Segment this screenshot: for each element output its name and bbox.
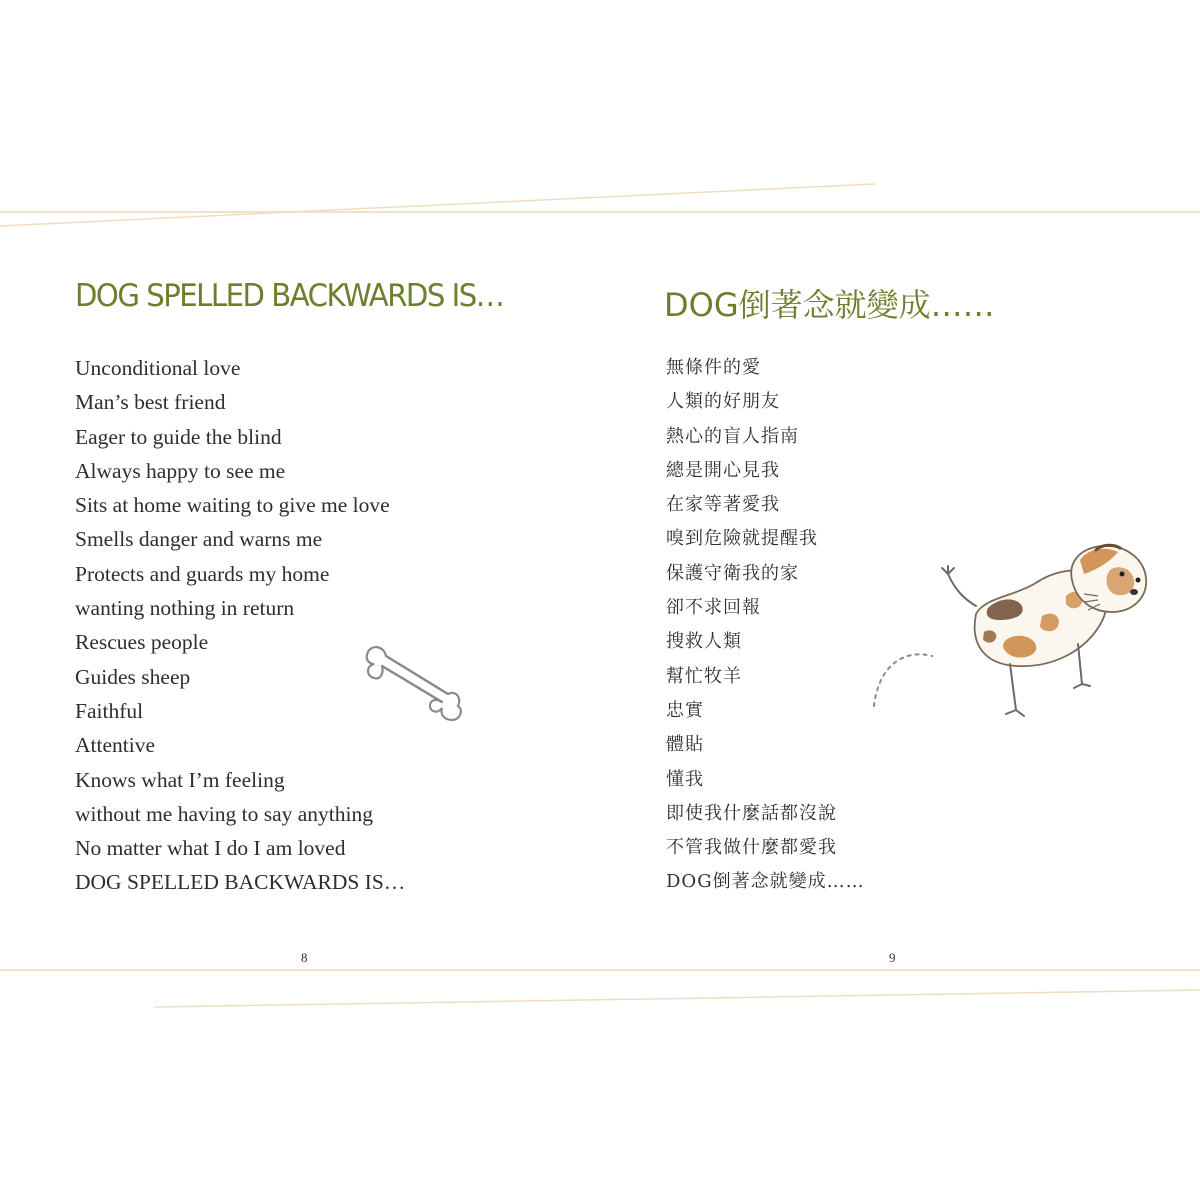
page-number: 8 [301,950,308,965]
poem-line: Protects and guards my home [75,561,330,586]
poem-lines-chinese [666,351,865,900]
poem-line: 保護守衛我的家 [666,562,799,584]
poem-line: wanting nothing in return [75,596,295,621]
poem-line: Smells danger and warns me [75,527,323,552]
page-title-chinese: DOG倒著念就變成…… [664,286,995,324]
poem-line: 即使我什麼話都沒說 [666,802,837,824]
poem-line: 搜救人類 [666,631,742,653]
dog-illustration [866,540,1156,720]
bone-icon [362,636,466,726]
poem-line: 人類的好朋友 [666,391,780,413]
poem-lines-english [75,351,405,900]
poem-line: 忠實 [666,699,704,721]
poem-line: Eager to guide the blind [75,424,282,449]
poem-line: without me having to say anything [75,801,373,826]
poem-line: Always happy to see me [75,458,286,483]
poem-line: 不管我做什麼都愛我 [666,837,837,859]
poem-line: 在家等著愛我 [666,494,780,516]
poem-line: Unconditional love [75,356,241,380]
poem-line: Faithful [75,698,144,723]
poem-line: No matter what I do I am loved [75,836,346,861]
poem-line: Rescues people [75,630,209,655]
poem-line: Knows what I’m feeling [75,767,285,792]
poem-line: Sits at home waiting to give me love [75,493,390,518]
poem-line: 熱心的盲人指南 [666,425,799,447]
poem-line: Guides sheep [75,664,191,689]
page-title-english: DOG SPELLED BACKWARDS IS… [75,278,504,314]
poem-line: 懂我 [666,768,704,790]
poem-line: Attentive [75,733,156,758]
poem-line: 無條件的愛 [666,357,761,378]
poem-line: DOG SPELLED BACKWARDS IS… [75,870,406,895]
poem-line: 幫忙牧羊 [666,665,742,687]
poem-line: 總是開心見我 [666,459,780,481]
poem-line: 卻不求回報 [666,597,761,619]
page-number: 9 [889,950,896,965]
poem-line: 體貼 [666,734,704,756]
poem-line: Man’s best friend [75,390,226,415]
poem-line: DOG倒著念就變成…… [666,871,865,893]
poem-line: 嗅到危險就提醒我 [666,528,818,550]
